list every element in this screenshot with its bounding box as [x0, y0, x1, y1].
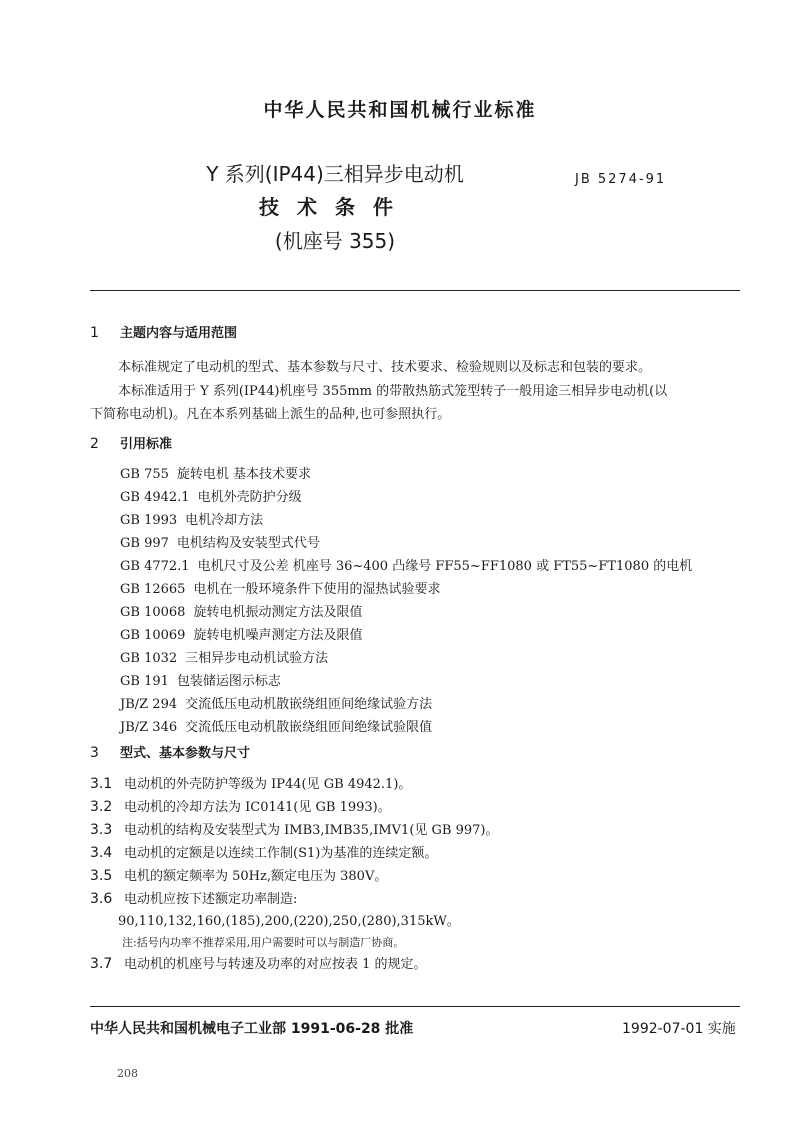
- reference-code: GB 4942.1: [120, 490, 190, 505]
- clause-number: 3.7: [90, 956, 113, 972]
- reference-title: 旋转电机噪声测定方法及限值: [193, 628, 363, 643]
- reference-code: GB 191: [120, 674, 169, 689]
- reference-title: 旋转电机振动测定方法及限值: [193, 605, 363, 620]
- issuing-organization: 中华人民共和国机械行业标准: [263, 99, 537, 121]
- clause-text: 电动机的外壳防护等级为 IP44(见 GB 4942.1)。: [124, 777, 412, 792]
- standard-code: JB 5274-91: [575, 172, 667, 187]
- clause-text: 电动机的冷却方法为 IC0141(见 GB 1993)。: [124, 800, 391, 815]
- reference-title: 电机结构及安装型式代号: [176, 536, 320, 551]
- reference-code: JB/Z 346: [120, 720, 178, 735]
- clause-item: [90, 773, 498, 796]
- footer-divider: [90, 1006, 740, 1007]
- clause-number: 3.5: [90, 868, 113, 884]
- clause-text: 电动机应按下述额定功率制造:: [124, 892, 298, 907]
- clause-number: 3.6: [90, 891, 113, 907]
- reference-item: [120, 601, 692, 624]
- section-1-paragraph-1: 本标准规定了电动机的型式、基本参数与尺寸、技术要求、检验规则以及标志和包装的要求。: [118, 360, 652, 375]
- reference-title: 包装储运图示标志: [176, 674, 281, 689]
- approval-statement: 中华人民共和国机械电子工业部 1991-06-28 批准: [90, 1021, 414, 1037]
- section-3-clauses: [90, 773, 498, 911]
- section-title: 引用标准: [120, 437, 173, 452]
- reference-code: JB/Z 294: [120, 697, 178, 712]
- clause-text: 电动机的机座号与转速及功率的对应按表 1 的规定。: [124, 957, 427, 972]
- reference-code: GB 997: [120, 536, 169, 551]
- section-number: 2: [90, 436, 99, 452]
- header-divider: [90, 290, 740, 291]
- clause-item: [90, 819, 498, 842]
- clause-item: [90, 888, 498, 911]
- clause-number: 3.1: [90, 776, 113, 792]
- section-number: 3: [90, 745, 99, 761]
- section-1-heading: [90, 322, 237, 341]
- section-3-heading: [90, 742, 250, 761]
- clause-text: 电动机的结构及安装型式为 IMB3,IMB35,IMV1(见 GB 997)。: [124, 823, 499, 838]
- reference-title: 交流低压电动机散嵌绕组匝间绝缘试验限值: [185, 720, 433, 735]
- clause-item: [90, 865, 498, 888]
- referenced-standards-list: [120, 463, 692, 739]
- section-number: 1: [90, 325, 99, 341]
- reference-item: [120, 647, 692, 670]
- page-number: 208: [117, 1067, 138, 1080]
- reference-title: 三相异步电动机试验方法: [185, 651, 329, 666]
- clause-number: 3.2: [90, 799, 113, 815]
- section-2-heading: [90, 433, 172, 452]
- reference-item: [120, 532, 692, 555]
- clause-item: [90, 842, 498, 865]
- section-title: 主题内容与适用范围: [120, 326, 238, 341]
- reference-code: GB 1993: [120, 513, 178, 528]
- section-1-paragraph-2-line2: 下简称电动机)。凡在本系列基础上派生的品种,也可参照执行。: [90, 407, 451, 422]
- clause-text: 电机的额定频率为 50Hz,额定电压为 380V。: [124, 869, 388, 884]
- reference-title: 交流低压电动机散嵌绕组匝间绝缘试验方法: [185, 697, 433, 712]
- reference-item: [120, 578, 692, 601]
- clause-number: 3.4: [90, 845, 113, 861]
- reference-title: 电机在一般环境条件下使用的湿热试验要求: [193, 582, 441, 597]
- reference-code: GB 10068: [120, 605, 186, 620]
- reference-code: GB 755: [120, 467, 169, 482]
- reference-item: [120, 463, 692, 486]
- reference-item: [120, 509, 692, 532]
- section-title: 型式、基本参数与尺寸: [120, 746, 251, 761]
- reference-title: 电机冷却方法: [185, 513, 264, 528]
- reference-code: GB 12665: [120, 582, 186, 597]
- reference-item: [120, 693, 692, 716]
- reference-title: 电机尺寸及公差 机座号 36~400 凸缘号 FF55~FF1080 或 FT55~FT1080 的电机: [197, 559, 693, 574]
- standard-title-line3: (机座号 355): [274, 229, 396, 253]
- clause-item-3-7: [90, 953, 427, 972]
- reference-title: 电机外壳防护分级: [197, 490, 302, 505]
- clause-item: [90, 796, 498, 819]
- reference-title: 旋转电机 基本技术要求: [176, 467, 312, 482]
- reference-item: [120, 486, 692, 509]
- effective-date: 1992-07-01 实施: [622, 1021, 736, 1037]
- standard-title-line2: 技术条件: [259, 195, 411, 219]
- reference-code: GB 10069: [120, 628, 186, 643]
- reference-item: [120, 624, 692, 647]
- power-note: 注:括号内功率不推荐采用,用户需要时可以与制造厂协商。: [122, 936, 405, 949]
- clause-number: 3.3: [90, 822, 113, 838]
- reference-item: [120, 555, 692, 578]
- standard-title-line1: Y 系列(IP44)三相异步电动机: [206, 162, 464, 186]
- reference-code: GB 4772.1: [120, 559, 190, 574]
- clause-text: 电动机的定额是以连续工作制(S1)为基准的连续定额。: [124, 846, 438, 861]
- rated-power-list: 90,110,132,160,(185),200,(220),250,(280),315kW。: [118, 914, 460, 929]
- section-1-paragraph-2-line1: 本标准适用于 Y 系列(IP44)机座号 355mm 的带散热筋式笼型转子一般用途三相异步电动机(以: [118, 384, 668, 399]
- reference-code: GB 1032: [120, 651, 178, 666]
- reference-item: [120, 716, 692, 739]
- reference-item: [120, 670, 692, 693]
